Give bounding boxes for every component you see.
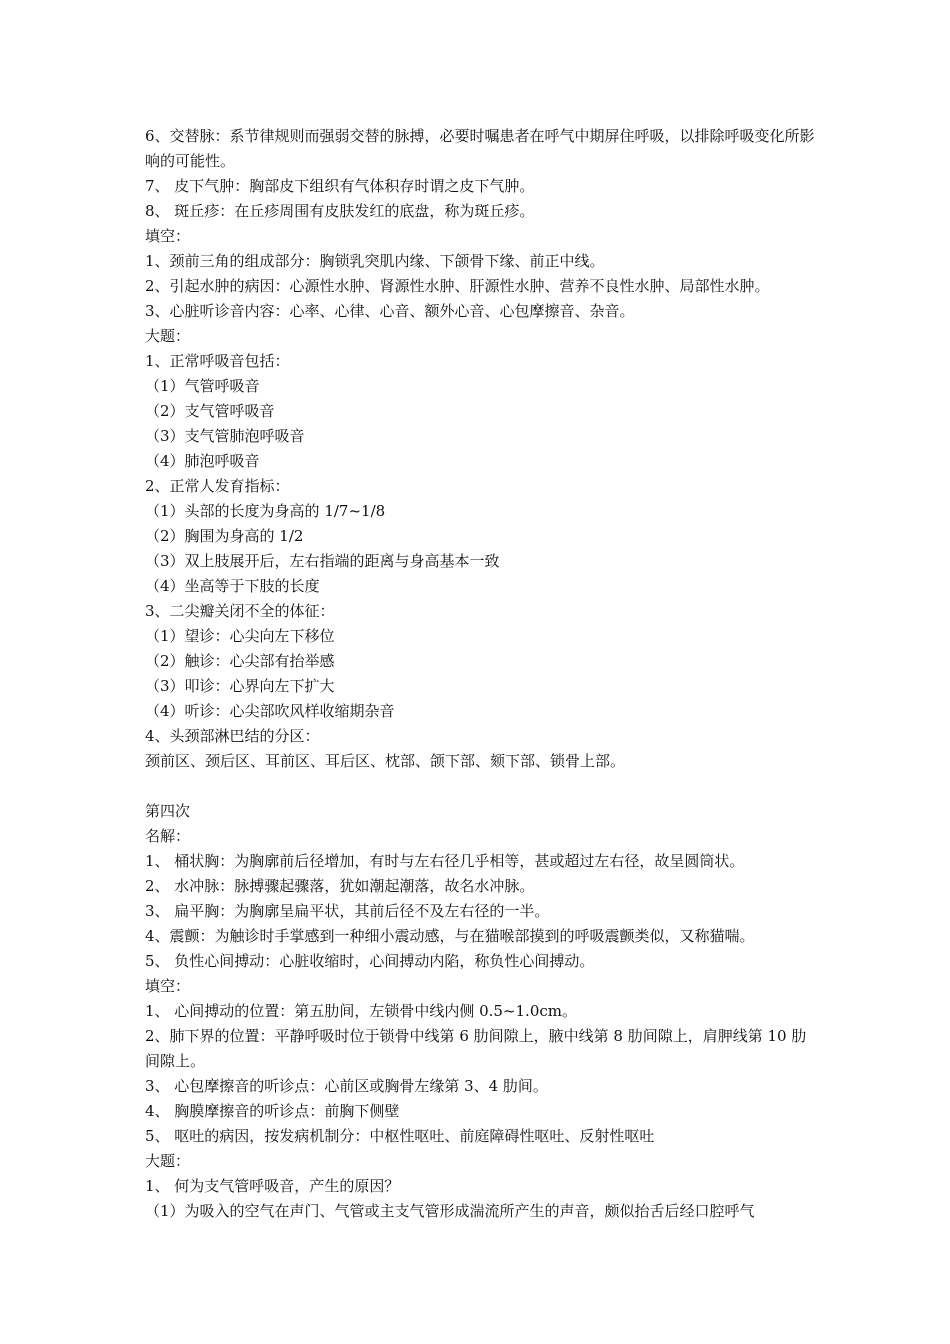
text-line-37: 3、 心包摩擦音的听诊点：心前区或胸骨左缘第 3、4 肋间。	[145, 1077, 548, 1095]
blank-line	[145, 774, 815, 799]
text-line-41: 1、 何为支气管呼吸音，产生的原因？	[145, 1177, 400, 1195]
section-heading-definitions: 名解：	[145, 827, 191, 845]
text-line-1: 6、交替脉：系节律规则而强弱交替的脉搏，必要时嘱患者在呼气中期屏住呼吸，以排除呼吸变化所影响的可能性。	[145, 127, 815, 170]
text-line-35: 1、 心间搏动的位置：第五肋间，左锁骨中线内侧 0.5~1.0cm。	[145, 1002, 577, 1020]
text-line-33: 5、 负性心间搏动：心脏收缩时，心间搏动内陷，称负性心间搏动。	[145, 952, 595, 970]
text-line-3: 8、 斑丘疹：在丘疹周围有皮肤发红的底盘，称为斑丘疹。	[145, 202, 535, 220]
text-line-22: （3）叩诊：心界向左下扩大	[145, 677, 335, 695]
text-line-25: 颈前区、颈后区、耳前区、耳后区、枕部、颌下部、颏下部、锁骨上部。	[145, 752, 626, 770]
text-line-12: （3）支气管肺泡呼吸音	[145, 427, 305, 445]
text-line-24: 4、头颈部淋巴结的分区：	[145, 727, 320, 745]
text-line-17: （3）双上肢展开后，左右指端的距离与身高基本一致	[145, 552, 500, 570]
text-line-2: 7、 皮下气肿：胸部皮下组织有气体积存时谓之皮下气肿。	[145, 177, 535, 195]
text-line-39: 5、 呕吐的病因，按发病机制分：中枢性呕吐、前庭障碍性呕吐、反射性呕吐	[145, 1127, 655, 1145]
text-line-20: （1）望诊：心尖向左下移位	[145, 627, 335, 645]
section-heading-fill-blank-2: 填空：	[145, 977, 191, 995]
text-line-23: （4）听诊：心尖部吹风样收缩期杂音	[145, 702, 395, 720]
document-page	[145, 124, 815, 1224]
text-line-32: 4、震颤：为触诊时手掌感到一种细小震动感，与在猫喉部摸到的呼吸震颤类似，又称猫喘。	[145, 927, 755, 945]
text-line-30: 2、 水冲脉：脉搏骤起骤落，犹如潮起潮落，故名水冲脉。	[145, 877, 535, 895]
section-heading-major-questions-2: 大题：	[145, 1152, 191, 1170]
text-line-29: 1、 桶状胸：为胸廓前后径增加，有时与左右径几乎相等，甚或超过左右径，故呈圆筒状。	[145, 852, 745, 870]
text-line-15: （1）头部的长度为身高的 1/7~1/8	[145, 502, 386, 520]
section-heading-fourth: 第四次	[145, 802, 191, 820]
text-line-18: （4）坐高等于下肢的长度	[145, 577, 320, 595]
text-line-16: （2）胸围为身高的 1/2	[145, 527, 304, 545]
section-heading-major-questions: 大题：	[145, 327, 191, 345]
text-line-5: 1、颈前三角的组成部分：胸锁乳突肌内缘、下颌骨下缘、前正中线。	[145, 252, 605, 270]
text-line-7: 3、心脏听诊音内容：心率、心律、心音、额外心音、心包摩擦音、杂音。	[145, 302, 635, 320]
text-line-13: （4）肺泡呼吸音	[145, 452, 260, 470]
text-line-42: （1）为吸入的空气在声门、气管或主支气管形成湍流所产生的声音，颇似抬舌后经口腔呼气	[145, 1202, 755, 1220]
text-line-36: 2、肺下界的位置：平静呼吸时位于锁骨中线第 6 肋间隙上，腋中线第 8 肋间隙上，肩胛线第 10 肋间隙上。	[145, 1027, 807, 1070]
text-line-6: 2、引起水肿的病因：心源性水肿、肾源性水肿、肝源性水肿、营养不良性水肿、局部性水肿。	[145, 277, 770, 295]
text-line-11: （2）支气管呼吸音	[145, 402, 275, 420]
text-line-10: （1）气管呼吸音	[145, 377, 260, 395]
text-line-9: 1、正常呼吸音包括：	[145, 352, 290, 370]
text-line-31: 3、 扁平胸：为胸廓呈扁平状，其前后径不及左右径的一半。	[145, 902, 550, 920]
text-line-14: 2、正常人发育指标：	[145, 477, 290, 495]
text-line-38: 4、 胸膜摩擦音的听诊点：前胸下侧壁	[145, 1102, 400, 1120]
text-line-19: 3、二尖瓣关闭不全的体征：	[145, 602, 335, 620]
section-heading-fill-blank: 填空：	[145, 227, 191, 245]
text-line-21: （2）触诊：心尖部有抬举感	[145, 652, 335, 670]
